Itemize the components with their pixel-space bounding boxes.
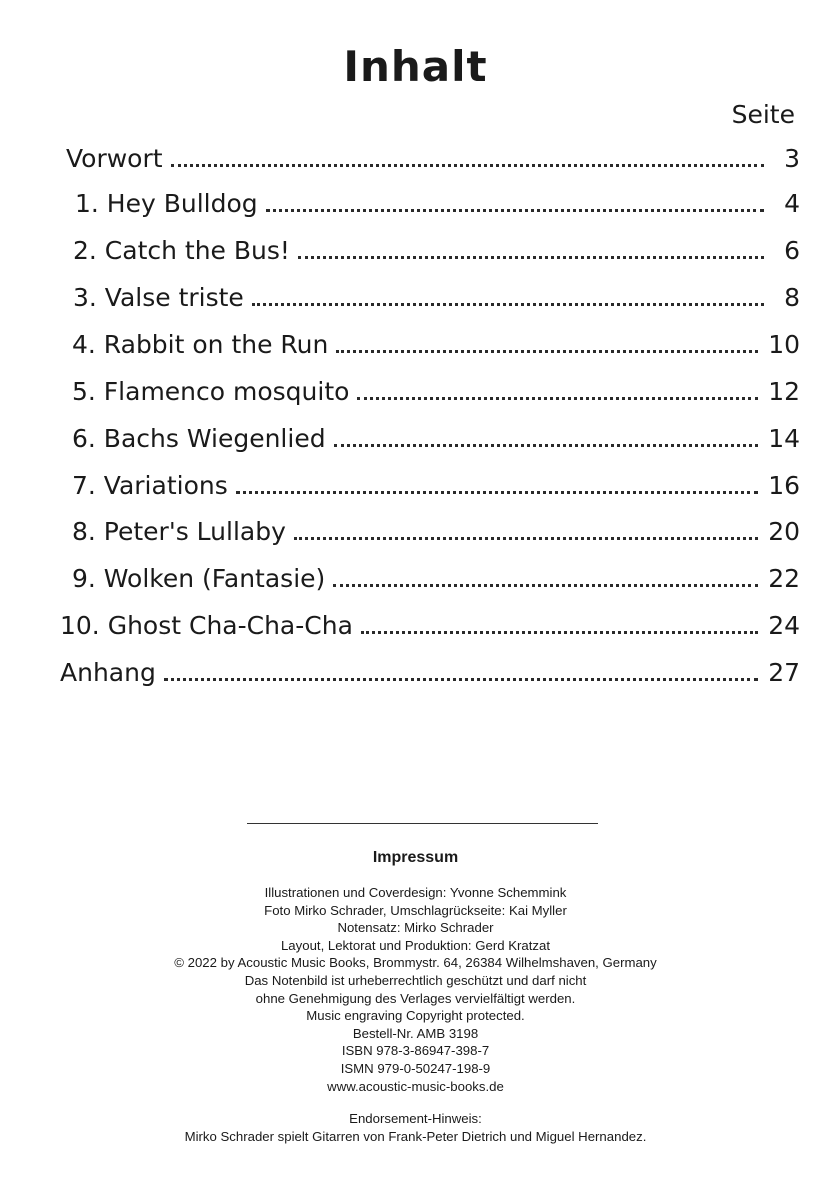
endorsement-heading: Endorsement-Hinweis:: [349, 1111, 482, 1126]
publisher-website: www.acoustic-music-books.de: [327, 1078, 504, 1094]
toc-entry-ghost-cha-cha-cha[interactable]: [60, 600, 800, 640]
toc-entry-catch-the-bus[interactable]: [73, 225, 800, 265]
dot-leader: [298, 256, 764, 259]
toc-entry-page: 8: [784, 283, 800, 312]
toc-entry-page: 12: [768, 377, 800, 406]
toc-entry-bachs-wiegenlied[interactable]: [72, 413, 800, 453]
dot-leader: [357, 397, 758, 400]
impressum-heading: Impressum: [372, 849, 459, 866]
dot-leader: [164, 678, 758, 681]
toc-entry-peters-lullaby[interactable]: [72, 506, 800, 546]
toc-entry-page: 20: [768, 517, 800, 546]
impressum-line: Foto Mirko Schrader, Umschlagrückseite: Kai Myller: [264, 902, 567, 918]
endorsement-text: Mirko Schrader spielt Gitarren von Frank-Peter Dietrich und Miguel Hernandez.: [184, 1128, 647, 1144]
toc-entry-hey-bulldog[interactable]: [75, 178, 800, 218]
toc-entry-flamenco-mosquito[interactable]: [72, 366, 800, 406]
toc-entry-page: 3: [784, 144, 800, 173]
impressum-line: ISMN 979-0-50247-198-9: [340, 1060, 491, 1076]
toc-entry-page: 4: [784, 189, 800, 218]
toc-entry-page: 24: [768, 611, 800, 640]
page-title: Inhalt: [343, 42, 488, 91]
page-column-label: Seite: [731, 100, 795, 129]
dot-leader: [252, 303, 764, 306]
toc-entry-title: 1. Hey Bulldog: [75, 189, 258, 218]
toc-entry-title: 7. Variations: [72, 471, 228, 500]
toc-entry-vorwort[interactable]: [66, 133, 800, 173]
impressum-line: Das Notenbild ist urheberrechtlich geschützt und darf nicht: [244, 972, 587, 988]
toc-entry-page: 22: [768, 564, 800, 593]
toc-entry-valse-triste[interactable]: [73, 272, 800, 312]
toc-entry-page: 14: [768, 424, 800, 453]
toc-entry-anhang[interactable]: [60, 647, 800, 687]
dot-leader: [236, 491, 758, 494]
impressum-line: Music engraving Copyright protected.: [306, 1008, 525, 1024]
toc-entry-wolken[interactable]: [72, 553, 800, 593]
impressum-line: ohne Genehmigung des Verlages vervielfältigt werden.: [255, 990, 576, 1006]
dot-leader: [333, 584, 758, 587]
toc-entry-title: 4. Rabbit on the Run: [72, 330, 329, 359]
dot-leader: [266, 209, 764, 212]
impressum-line: Layout, Lektorat und Produktion: Gerd Kratzat: [280, 937, 551, 953]
toc-entry-title: 3. Valse triste: [73, 283, 244, 312]
impressum-block: [0, 884, 831, 1095]
toc-entry-page: 16: [768, 471, 800, 500]
dot-leader: [334, 444, 759, 447]
toc-entry-title: 5. Flamenco mosquito: [72, 377, 350, 406]
toc-entry-title: 8. Peter's Lullaby: [72, 517, 286, 546]
toc-entry-page: 6: [784, 236, 800, 265]
toc-entry-title: Anhang: [60, 658, 156, 687]
impressum-line: Notensatz: Mirko Schrader: [337, 920, 494, 936]
impressum-line: ISBN 978-3-86947-398-7: [341, 1043, 490, 1059]
divider: [247, 823, 598, 824]
toc-entry-title: 10. Ghost Cha-Cha-Cha: [60, 611, 353, 640]
impressum-line: Bestell-Nr. AMB 3198: [352, 1025, 479, 1041]
toc-entry-page: 10: [768, 330, 800, 359]
dot-leader: [294, 537, 758, 540]
dot-leader: [336, 350, 758, 353]
dot-leader: [361, 631, 758, 634]
toc-entry-variations[interactable]: [72, 460, 800, 500]
toc-entry-title: Vorwort: [66, 144, 163, 173]
impressum-line: Illustrationen und Coverdesign: Yvonne Schemmink: [264, 885, 567, 900]
endorsement-block: [0, 1110, 831, 1145]
impressum-line: © 2022 by Acoustic Music Books, Brommystr. 64, 26384 Wilhelmshaven, Germany: [174, 955, 657, 971]
toc-entry-title: 9. Wolken (Fantasie): [72, 564, 326, 593]
toc-entry-page: 27: [768, 658, 800, 687]
toc-entry-title: 2. Catch the Bus!: [73, 236, 290, 265]
toc-entry-rabbit-on-the-run[interactable]: [72, 319, 800, 359]
dot-leader: [171, 164, 764, 167]
toc-entry-title: 6. Bachs Wiegenlied: [72, 424, 326, 453]
